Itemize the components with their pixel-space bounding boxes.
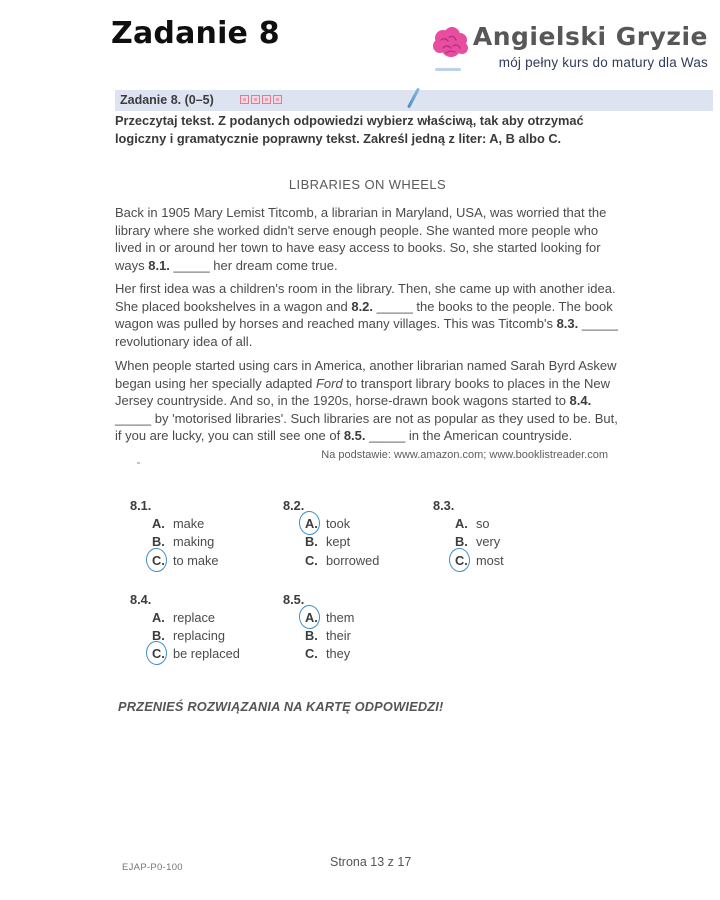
answer-letter: B. (305, 628, 318, 644)
answer-letter: C. (305, 646, 318, 662)
circled-answer-letter: A. (305, 515, 326, 533)
question-81 (130, 497, 283, 570)
answer-text: most (476, 552, 504, 568)
answer-option (305, 515, 433, 533)
questions-grid (130, 497, 600, 664)
task-header-bar (115, 90, 713, 111)
answer-letter: A. (152, 609, 165, 625)
answer-letter: B. (152, 534, 165, 550)
answer-text: so (476, 516, 490, 531)
paragraph-1: Back in 1905 Mary Lemist Titcomb, a librarian in Maryland, USA, was worried that the library where she worked didn't serve enough people. She wanted more people who lived in or around her town to have easy access to books. So, she started looking for ways 8.1. _____ her dream come true. (115, 205, 607, 273)
source-line: Na podstawie: www.amazon.com; www.booklistreader.com (321, 449, 608, 461)
question-84 (130, 591, 283, 664)
answer-text: replacing (173, 628, 225, 644)
answer-option (152, 533, 283, 551)
answer-option (455, 533, 600, 551)
logo-underline (435, 68, 461, 71)
answer-letter: B. (455, 534, 468, 550)
transfer-note: PRZENIEŚ ROZWIĄZANIA NA KARTĘ ODPOWIEDZI! (118, 699, 444, 714)
answer-option (152, 515, 283, 533)
circled-answer-letter: C. (455, 552, 476, 570)
score-box (251, 95, 260, 104)
score-box (273, 95, 282, 104)
question-number: 8.2. (283, 498, 305, 513)
question-82 (283, 497, 433, 570)
question-85 (283, 591, 433, 664)
task-instructions: Przeczytaj tekst. Z podanych odpowiedzi wybierz właściwą, tak aby otrzymać logiczny i gramatycznie poprawny tekst. Zakreśl jedną z liter: A, B albo C. (115, 113, 584, 146)
answer-option (305, 627, 433, 645)
question-number: 8.4. (130, 591, 152, 607)
answer-letter: B. (152, 628, 165, 644)
paragraph-2: Her first idea was a children's room in the library. Then, she came up with another idea. She placed bookshelves in a wagon and 8.2. _____ the books to the people. The book wagon was pulled by horses and reached many villages. This was Titcomb's 8.3. _____ revolutionary idea of all. (115, 281, 619, 349)
paragraph-3: When people started using cars in America, another librarian named Sarah Byrd Askew began using her specially adapted Ford to transport library books to places in the New Jersey countryside. And so, in the 1920s, horse-drawn book wagons started to 8.4. _____ by 'motorised libraries'. Such libraries are not as popular as they used to be. But, if you are lucky, you can still see one of 8.5. _____ in the American countryside. (115, 358, 618, 444)
question-83 (433, 497, 600, 570)
circled-answer-letter: C. (152, 552, 173, 570)
question-number: 8.1. (130, 498, 152, 513)
answer-text: to make (173, 552, 219, 568)
task-header-label: Zadanie 8. (0–5) (120, 93, 214, 107)
answer-letter: B. (305, 534, 318, 550)
answer-text: replace (173, 609, 215, 625)
answer-option (152, 627, 283, 645)
answer-text: very (476, 534, 501, 550)
answer-text: make (173, 516, 205, 531)
question-number: 8.3. (433, 498, 455, 513)
answer-option (305, 609, 433, 627)
answer-text: kept (326, 534, 351, 550)
page-title: Zadanie 8 (111, 16, 280, 51)
answer-option (152, 645, 283, 663)
reading-title: LIBRARIES ON WHEELS (288, 177, 447, 192)
brand-tagline: mój pełny kurs do matury dla Was (498, 55, 708, 70)
brand-name: Angielski Gryzie (472, 22, 708, 51)
pen-mark-icon (407, 88, 420, 109)
answer-text: be replaced (173, 646, 240, 662)
answer-option (455, 515, 600, 533)
circled-answer-letter: C. (152, 645, 173, 663)
answer-letter: C. (305, 552, 318, 568)
answer-text: took (326, 516, 351, 531)
footer-code: EJAP-P0-100 (122, 862, 183, 873)
footer-page-number: Strona 13 z 17 (330, 855, 412, 869)
answer-option (455, 552, 600, 570)
score-box (262, 95, 271, 104)
answer-option (305, 533, 433, 551)
score-boxes (240, 95, 282, 104)
answer-text: borrowed (326, 552, 380, 568)
circled-answer-letter: A. (305, 609, 326, 627)
answer-option (152, 552, 283, 570)
answer-text: making (173, 534, 215, 550)
answer-letter: A. (455, 516, 468, 531)
answer-option (152, 609, 283, 627)
brand-logo (431, 16, 708, 78)
answer-text: them (326, 609, 355, 625)
brain-icon (431, 26, 473, 78)
answer-text: their (326, 628, 351, 644)
scan-artifact (137, 462, 140, 464)
answer-option (305, 552, 433, 570)
answer-option (305, 645, 433, 663)
answer-text: they (326, 646, 351, 662)
score-box (240, 95, 249, 104)
answer-letter: A. (152, 516, 165, 531)
question-number: 8.5. (283, 591, 305, 607)
